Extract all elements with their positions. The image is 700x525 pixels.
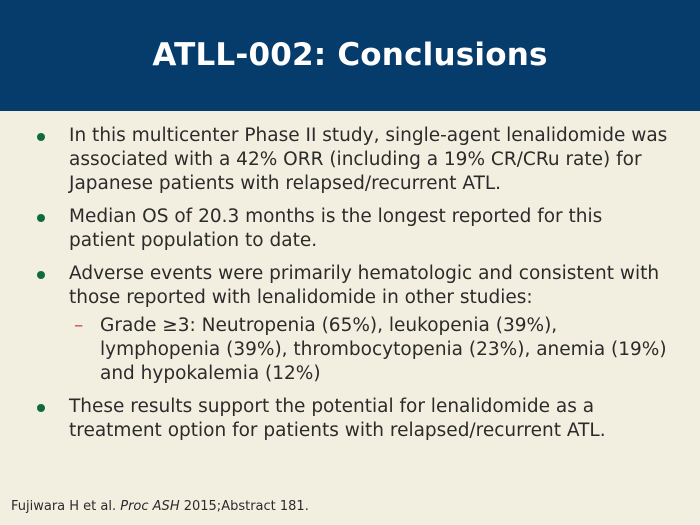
sub-bullet-text: Grade ≥3: Neutropenia (65%), leukopenia (39%), lymphopenia (39%), thrombocytopenia (23%), anemia (19%) and hypokalemia (12%) xyxy=(100,315,667,384)
bullet-item xyxy=(0,262,700,386)
footnote-citation: 2015;Abstract 181. xyxy=(179,499,309,514)
footnote-authors: Fujiwara H et al. xyxy=(11,499,121,514)
sub-bullet-item xyxy=(69,314,670,386)
bullet-text: Median OS of 20.3 months is the longest reported for this patient population to date. xyxy=(69,206,603,251)
bullet-text: These results support the potential for lenalidomide as a treatment option for patients with relapsed/recurrent ATL. xyxy=(69,396,606,441)
bullet-item xyxy=(0,205,700,253)
footnote xyxy=(11,499,309,515)
bullet-dot-icon xyxy=(37,214,45,222)
sub-bullet-list xyxy=(69,314,670,386)
bullet-item xyxy=(0,124,700,196)
footnote-journal: Proc ASH xyxy=(120,499,180,514)
dash-icon: – xyxy=(74,315,84,336)
slide-body xyxy=(0,124,700,452)
bullet-text: Adverse events were primarily hematologic and consistent with those reported with lenalidomide in other studies: xyxy=(69,263,660,308)
bullet-list xyxy=(0,124,700,443)
bullet-dot-icon xyxy=(37,271,45,279)
slide-title: ATLL-002: Conclusions xyxy=(152,37,548,73)
bullet-text: In this multicenter Phase II study, single-agent lenalidomide was associated with a 42% ORR (including a 19% CR/CRu rate) for Japanese patients with relapsed/recurrent ATL. xyxy=(69,125,668,194)
bullet-dot-icon xyxy=(37,133,45,141)
bullet-dot-icon xyxy=(37,404,45,412)
bullet-item xyxy=(0,395,700,443)
slide-header xyxy=(0,0,700,111)
